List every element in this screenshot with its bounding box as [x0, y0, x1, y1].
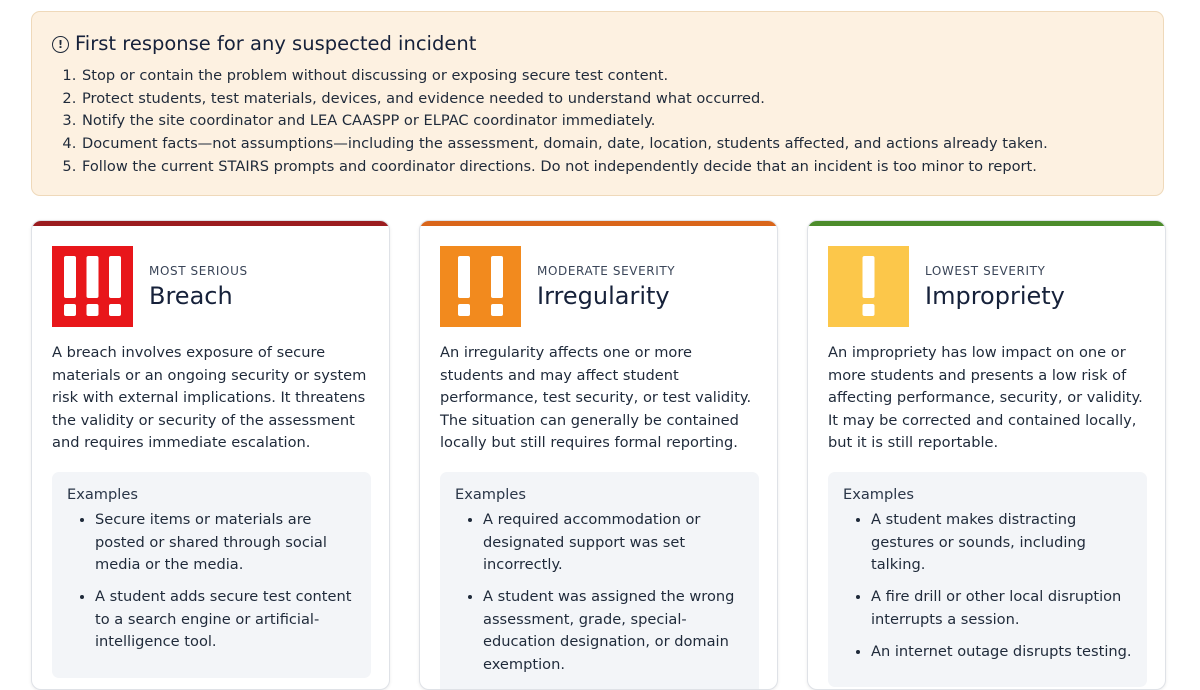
card-accent-bar	[420, 221, 777, 226]
examples-list	[843, 509, 1132, 664]
card-accent-bar	[32, 221, 389, 226]
first-response-header	[52, 32, 1143, 55]
first-response-title: First response for any suspected incident	[75, 32, 477, 55]
example-item: • A student makes distracting gestures or sounds, including talking.	[871, 509, 1132, 577]
card-irregularity	[419, 220, 778, 690]
examples-title: Examples	[843, 485, 914, 503]
examples-box	[828, 472, 1147, 687]
card-title: Breach	[149, 281, 233, 310]
severity-label: MODERATE SEVERITY	[537, 263, 676, 278]
single-exclamation-icon	[828, 246, 909, 327]
example-item: • A student was assigned the wrong assessment, grade, special-education designation, or domain exemption.	[483, 586, 744, 676]
examples-title: Examples	[67, 485, 138, 503]
example-item: • Secure items or materials are posted or shared through social media or the media.	[95, 509, 356, 577]
step-item: 3. Notify the site coordinator and LEA CAASPP or ELPAC coordinator immediately.	[81, 110, 1143, 133]
severity-label: LOWEST SEVERITY	[925, 263, 1046, 278]
examples-title: Examples	[455, 485, 526, 503]
severity-label: MOST SERIOUS	[149, 263, 248, 278]
card-title: Irregularity	[537, 281, 670, 310]
examples-box	[52, 472, 371, 678]
double-exclamation-icon	[440, 246, 521, 327]
first-response-steps	[52, 65, 1143, 179]
examples-list	[67, 509, 356, 654]
step-item: 2. Protect students, test materials, devices, and evidence needed to understand what occurred.	[81, 88, 1143, 111]
card-description: An irregularity affects one or more students and may affect student performance, test security, or test validity. The situation can generally be contained locally but still requires formal reporting.	[440, 344, 752, 452]
card-description: A breach involves exposure of secure materials or an ongoing security or system risk with external implications. It threatens the validity or security of the assessment and requires immediate escalation.	[52, 344, 367, 452]
example-item: • A required accommodation or designated support was set incorrectly.	[483, 509, 744, 577]
card-accent-bar	[808, 221, 1165, 226]
info-icon: !	[52, 36, 69, 53]
example-item: • A fire drill or other local disruption interrupts a session.	[871, 586, 1132, 631]
card-description: An impropriety has low impact on one or more students and presents a low risk of affecting performance, security, or validity. It may be corrected and contained locally, but it is still reportable.	[828, 344, 1143, 452]
triple-exclamation-icon	[52, 246, 133, 327]
card-breach	[31, 220, 390, 690]
step-item: 4. Document facts—not assumptions—including the assessment, domain, date, location, students affected, and actions already taken.	[81, 133, 1143, 156]
examples-box	[440, 472, 759, 690]
step-item: 1. Stop or contain the problem without discussing or exposing secure test content.	[81, 65, 1143, 88]
card-impropriety	[807, 220, 1166, 690]
step-item: 5. Follow the current STAIRS prompts and coordinator directions. Do not independently decide that an incident is too minor to report.	[81, 156, 1143, 179]
examples-list	[455, 509, 744, 677]
first-response-panel	[31, 11, 1164, 196]
example-item: • An internet outage disrupts testing.	[871, 641, 1132, 664]
card-title: Impropriety	[925, 281, 1065, 310]
severity-cards	[31, 220, 1167, 680]
example-item: • A student adds secure test content to a search engine or artificial-intelligence tool.	[95, 586, 356, 654]
